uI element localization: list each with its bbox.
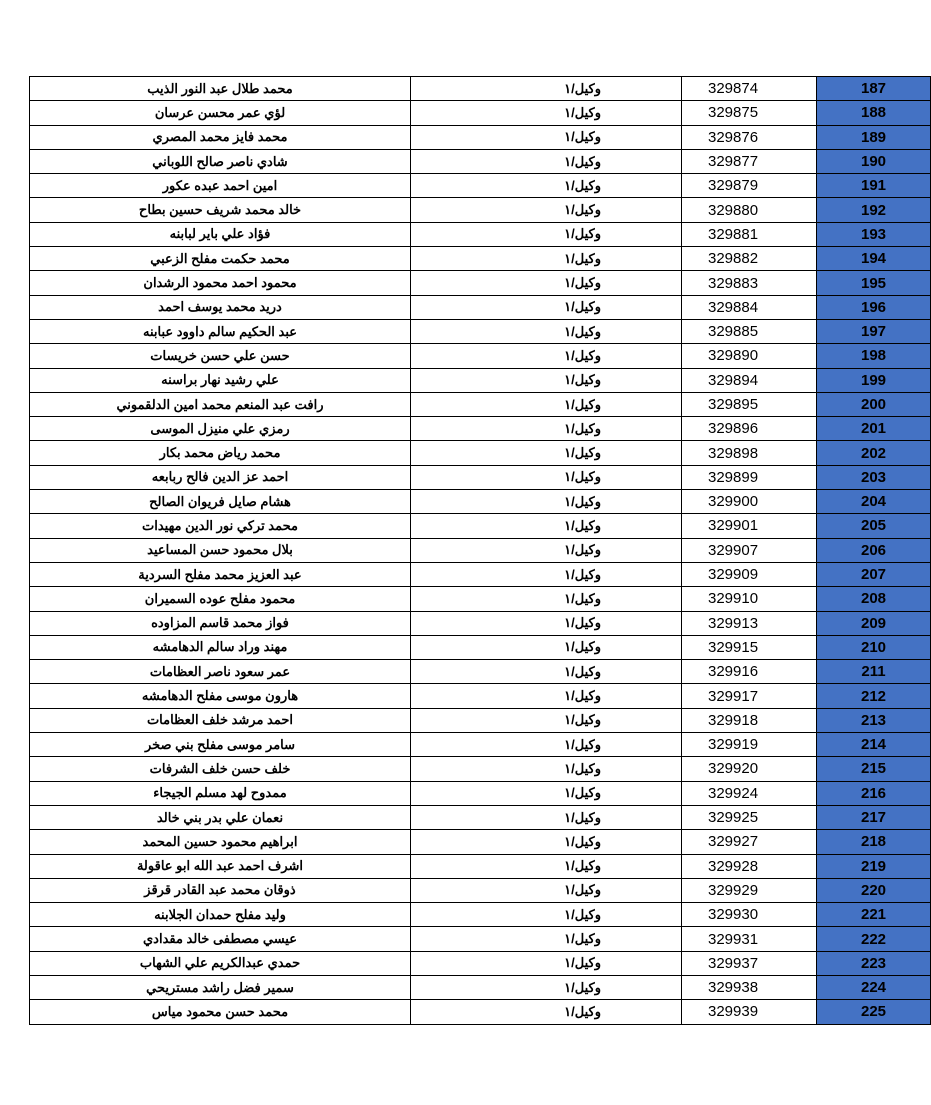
- employee-id-cell: 329925: [682, 805, 817, 829]
- employee-id-cell: 329917: [682, 684, 817, 708]
- role-cell: وكيل/١: [411, 805, 682, 829]
- role-cell: وكيل/١: [411, 975, 682, 999]
- row-number-cell: 197: [817, 319, 931, 343]
- employee-name-cell: هشام صايل فريوان الصالح: [30, 490, 411, 514]
- roster-table: [29, 76, 931, 1025]
- employee-id-cell: 329928: [682, 854, 817, 878]
- employee-name-cell: وليد مفلح حمدان الجلابنه: [30, 903, 411, 927]
- role-cell: وكيل/١: [411, 319, 682, 343]
- employee-name-cell: بلال محمود حسن المساعيد: [30, 538, 411, 562]
- employee-name-cell: عمر سعود ناصر العظامات: [30, 660, 411, 684]
- employee-name-cell: خالد محمد شريف حسين بطاح: [30, 198, 411, 222]
- row-number-cell: 215: [817, 757, 931, 781]
- employee-name-cell: محمد رياض محمد بكار: [30, 441, 411, 465]
- table-row: [30, 319, 931, 343]
- employee-id-cell: 329894: [682, 368, 817, 392]
- table-row: [30, 733, 931, 757]
- table-row: [30, 441, 931, 465]
- row-number-cell: 194: [817, 247, 931, 271]
- role-cell: وكيل/١: [411, 611, 682, 635]
- employee-id-cell: 329877: [682, 149, 817, 173]
- employee-id-cell: 329919: [682, 733, 817, 757]
- row-number-cell: 190: [817, 149, 931, 173]
- role-cell: وكيل/١: [411, 392, 682, 416]
- employee-name-cell: فواز محمد قاسم المزاوده: [30, 611, 411, 635]
- role-cell: وكيل/١: [411, 538, 682, 562]
- employee-name-cell: ابراهيم محمود حسين المحمد: [30, 830, 411, 854]
- employee-id-cell: 329885: [682, 319, 817, 343]
- role-cell: وكيل/١: [411, 733, 682, 757]
- row-number-cell: 196: [817, 295, 931, 319]
- role-cell: وكيل/١: [411, 757, 682, 781]
- role-cell: وكيل/١: [411, 951, 682, 975]
- table-row: [30, 368, 931, 392]
- row-number-cell: 200: [817, 392, 931, 416]
- employee-name-cell: رمزي علي منيزل الموسى: [30, 417, 411, 441]
- employee-id-cell: 329918: [682, 708, 817, 732]
- employee-id-cell: 329920: [682, 757, 817, 781]
- table-row: [30, 830, 931, 854]
- row-number-cell: 218: [817, 830, 931, 854]
- employee-name-cell: محمود احمد محمود الرشدان: [30, 271, 411, 295]
- table-row: [30, 490, 931, 514]
- role-cell: وكيل/١: [411, 587, 682, 611]
- role-cell: وكيل/١: [411, 660, 682, 684]
- role-cell: وكيل/١: [411, 781, 682, 805]
- role-cell: وكيل/١: [411, 368, 682, 392]
- role-cell: وكيل/١: [411, 198, 682, 222]
- table-row: [30, 295, 931, 319]
- table-row: [30, 77, 931, 101]
- role-cell: وكيل/١: [411, 635, 682, 659]
- employee-id-cell: 329924: [682, 781, 817, 805]
- employee-id-cell: 329916: [682, 660, 817, 684]
- employee-name-cell: عبد الحكيم سالم داوود عبابنه: [30, 319, 411, 343]
- employee-id-cell: 329937: [682, 951, 817, 975]
- role-cell: وكيل/١: [411, 77, 682, 101]
- table-row: [30, 854, 931, 878]
- employee-name-cell: ممدوح لهد مسلم الجيجاء: [30, 781, 411, 805]
- table-row: [30, 417, 931, 441]
- role-cell: وكيل/١: [411, 441, 682, 465]
- employee-id-cell: 329898: [682, 441, 817, 465]
- employee-name-cell: محمد تركي نور الدين مهيدات: [30, 514, 411, 538]
- row-number-cell: 208: [817, 587, 931, 611]
- table-row: [30, 125, 931, 149]
- role-cell: وكيل/١: [411, 490, 682, 514]
- role-cell: وكيل/١: [411, 149, 682, 173]
- table-row: [30, 805, 931, 829]
- employee-id-cell: 329915: [682, 635, 817, 659]
- table-row: [30, 392, 931, 416]
- employee-name-cell: محمد حكمت مفلح الزعبي: [30, 247, 411, 271]
- row-number-cell: 192: [817, 198, 931, 222]
- employee-name-cell: احمد عز الدين فالح ربابعه: [30, 465, 411, 489]
- row-number-cell: 223: [817, 951, 931, 975]
- row-number-cell: 225: [817, 1000, 931, 1024]
- employee-name-cell: محمد طلال عبد النور الذيب: [30, 77, 411, 101]
- employee-id-cell: 329899: [682, 465, 817, 489]
- row-number-cell: 220: [817, 878, 931, 902]
- table-row: [30, 878, 931, 902]
- employee-name-cell: حمدي عبدالكريم علي الشهاب: [30, 951, 411, 975]
- employee-id-cell: 329910: [682, 587, 817, 611]
- table-row: [30, 198, 931, 222]
- row-number-cell: 206: [817, 538, 931, 562]
- row-number-cell: 221: [817, 903, 931, 927]
- employee-id-cell: 329879: [682, 174, 817, 198]
- employee-name-cell: محمود مفلح عوده السميران: [30, 587, 411, 611]
- row-number-cell: 195: [817, 271, 931, 295]
- roster-table-body: [30, 77, 931, 1025]
- employee-name-cell: حسن علي حسن خريسات: [30, 344, 411, 368]
- row-number-cell: 188: [817, 101, 931, 125]
- role-cell: وكيل/١: [411, 344, 682, 368]
- role-cell: وكيل/١: [411, 417, 682, 441]
- employee-name-cell: لؤي عمر محسن عرسان: [30, 101, 411, 125]
- role-cell: وكيل/١: [411, 903, 682, 927]
- table-row: [30, 538, 931, 562]
- row-number-cell: 212: [817, 684, 931, 708]
- row-number-cell: 202: [817, 441, 931, 465]
- employee-name-cell: فؤاد علي باير لبابنه: [30, 222, 411, 246]
- employee-name-cell: سمير فضل راشد مستريحي: [30, 975, 411, 999]
- employee-id-cell: 329939: [682, 1000, 817, 1024]
- row-number-cell: 187: [817, 77, 931, 101]
- role-cell: وكيل/١: [411, 125, 682, 149]
- employee-id-cell: 329938: [682, 975, 817, 999]
- employee-name-cell: اشرف احمد عبد الله ابو عاقولة: [30, 854, 411, 878]
- row-number-cell: 213: [817, 708, 931, 732]
- employee-id-cell: 329882: [682, 247, 817, 271]
- employee-id-cell: 329930: [682, 903, 817, 927]
- row-number-cell: 191: [817, 174, 931, 198]
- employee-name-cell: نعمان علي بدر بني خالد: [30, 805, 411, 829]
- table-row: [30, 344, 931, 368]
- row-number-cell: 222: [817, 927, 931, 951]
- employee-name-cell: عيسي مصطفى خالد مقدادي: [30, 927, 411, 951]
- row-number-cell: 205: [817, 514, 931, 538]
- row-number-cell: 193: [817, 222, 931, 246]
- employee-id-cell: 329890: [682, 344, 817, 368]
- employee-name-cell: علي رشيد نهار براسنه: [30, 368, 411, 392]
- row-number-cell: 207: [817, 562, 931, 586]
- role-cell: وكيل/١: [411, 295, 682, 319]
- employee-name-cell: محمد حسن محمود مياس: [30, 1000, 411, 1024]
- row-number-cell: 209: [817, 611, 931, 635]
- table-row: [30, 562, 931, 586]
- row-number-cell: 211: [817, 660, 931, 684]
- role-cell: وكيل/١: [411, 514, 682, 538]
- row-number-cell: 217: [817, 805, 931, 829]
- role-cell: وكيل/١: [411, 878, 682, 902]
- row-number-cell: 198: [817, 344, 931, 368]
- table-row: [30, 1000, 931, 1024]
- employee-id-cell: 329875: [682, 101, 817, 125]
- employee-name-cell: هارون موسى مفلح الدهامشه: [30, 684, 411, 708]
- employee-id-cell: 329880: [682, 198, 817, 222]
- employee-name-cell: شادي ناصر صالح اللوباني: [30, 149, 411, 173]
- role-cell: وكيل/١: [411, 222, 682, 246]
- employee-name-cell: امين احمد عبده عكور: [30, 174, 411, 198]
- employee-name-cell: مهند وراد سالم الدهامشه: [30, 635, 411, 659]
- role-cell: وكيل/١: [411, 854, 682, 878]
- table-row: [30, 635, 931, 659]
- table-row: [30, 927, 931, 951]
- table-row: [30, 903, 931, 927]
- table-row: [30, 174, 931, 198]
- table-row: [30, 660, 931, 684]
- employee-name-cell: دريد محمد يوسف احمد: [30, 295, 411, 319]
- row-number-cell: 189: [817, 125, 931, 149]
- row-number-cell: 201: [817, 417, 931, 441]
- employee-id-cell: 329881: [682, 222, 817, 246]
- row-number-cell: 219: [817, 854, 931, 878]
- table-row: [30, 975, 931, 999]
- employee-id-cell: 329907: [682, 538, 817, 562]
- employee-id-cell: 329874: [682, 77, 817, 101]
- table-row: [30, 247, 931, 271]
- employee-id-cell: 329929: [682, 878, 817, 902]
- table-row: [30, 271, 931, 295]
- employee-name-cell: سامر موسى مفلح بني صخر: [30, 733, 411, 757]
- employee-id-cell: 329900: [682, 490, 817, 514]
- role-cell: وكيل/١: [411, 101, 682, 125]
- table-row: [30, 951, 931, 975]
- table-row: [30, 587, 931, 611]
- row-number-cell: 204: [817, 490, 931, 514]
- employee-name-cell: خلف حسن خلف الشرفات: [30, 757, 411, 781]
- role-cell: وكيل/١: [411, 1000, 682, 1024]
- table-row: [30, 101, 931, 125]
- role-cell: وكيل/١: [411, 927, 682, 951]
- row-number-cell: 214: [817, 733, 931, 757]
- table-row: [30, 222, 931, 246]
- table-row: [30, 611, 931, 635]
- row-number-cell: 210: [817, 635, 931, 659]
- employee-id-cell: 329896: [682, 417, 817, 441]
- role-cell: وكيل/١: [411, 708, 682, 732]
- employee-name-cell: ذوقان محمد عبد القادر قرقز: [30, 878, 411, 902]
- role-cell: وكيل/١: [411, 465, 682, 489]
- role-cell: وكيل/١: [411, 562, 682, 586]
- employee-name-cell: رافت عبد المنعم محمد امين الدلقموني: [30, 392, 411, 416]
- role-cell: وكيل/١: [411, 247, 682, 271]
- table-row: [30, 757, 931, 781]
- employee-id-cell: 329876: [682, 125, 817, 149]
- role-cell: وكيل/١: [411, 830, 682, 854]
- employee-id-cell: 329883: [682, 271, 817, 295]
- table-row: [30, 684, 931, 708]
- employee-name-cell: عبد العزيز محمد مفلح السردية: [30, 562, 411, 586]
- table-row: [30, 514, 931, 538]
- employee-id-cell: 329931: [682, 927, 817, 951]
- table-row: [30, 149, 931, 173]
- role-cell: وكيل/١: [411, 174, 682, 198]
- employee-name-cell: محمد فايز محمد المصري: [30, 125, 411, 149]
- table-row: [30, 465, 931, 489]
- employee-id-cell: 329895: [682, 392, 817, 416]
- employee-name-cell: احمد مرشد خلف العظامات: [30, 708, 411, 732]
- table-row: [30, 781, 931, 805]
- employee-id-cell: 329909: [682, 562, 817, 586]
- role-cell: وكيل/١: [411, 684, 682, 708]
- row-number-cell: 199: [817, 368, 931, 392]
- employee-id-cell: 329901: [682, 514, 817, 538]
- role-cell: وكيل/١: [411, 271, 682, 295]
- employee-id-cell: 329927: [682, 830, 817, 854]
- employee-id-cell: 329913: [682, 611, 817, 635]
- employee-id-cell: 329884: [682, 295, 817, 319]
- row-number-cell: 216: [817, 781, 931, 805]
- table-row: [30, 708, 931, 732]
- row-number-cell: 203: [817, 465, 931, 489]
- row-number-cell: 224: [817, 975, 931, 999]
